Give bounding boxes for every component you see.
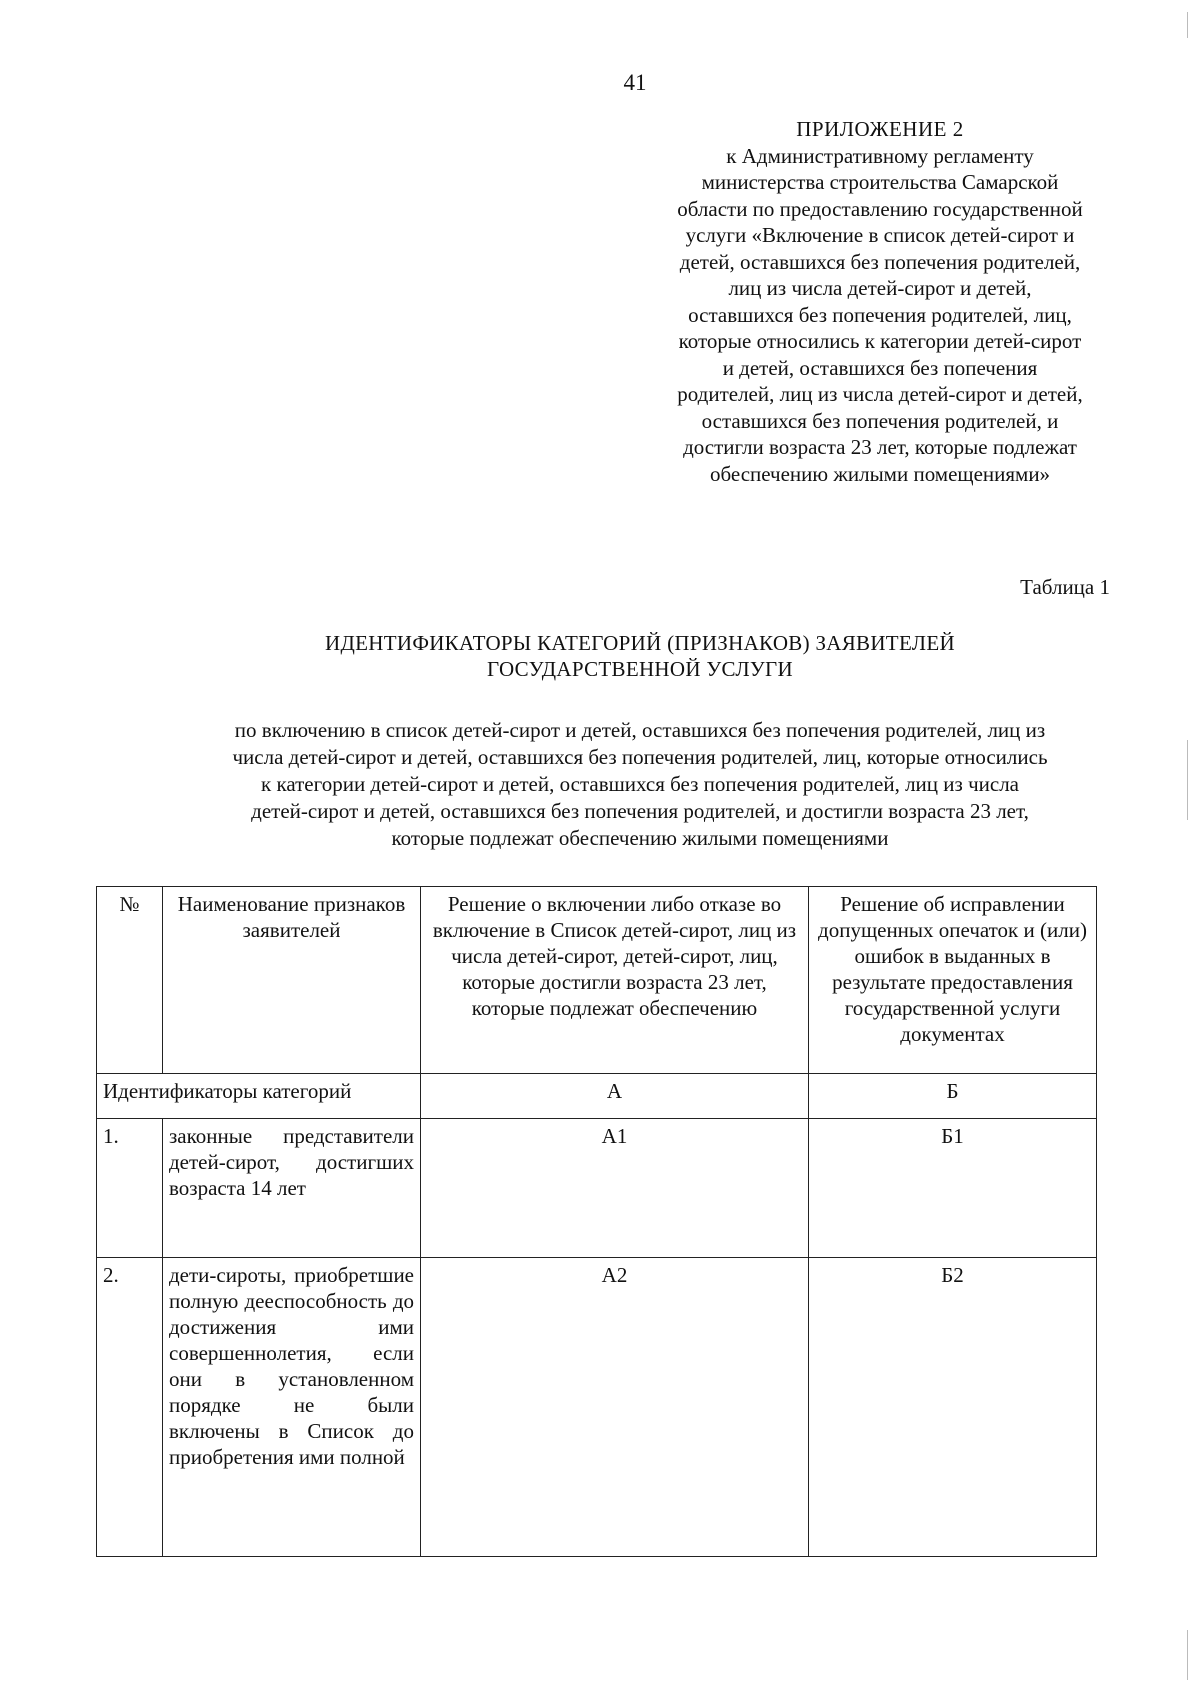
table-row [97, 1119, 1097, 1258]
table-header-row [97, 887, 1097, 1074]
row-b: Б1 [809, 1119, 1097, 1258]
appendix-line: министерства строительства Самарской [701, 170, 1059, 194]
header-num: № [97, 887, 163, 1074]
appendix-line: к Административному регламенту [726, 143, 1034, 168]
header-col-a: Решение о включении либо отказе во включение в Список детей-сирот, лиц из числа детей-сирот, детей-сирот, лиц, которые достигли возраста 23 лет, которые подлежат обеспечению [421, 887, 809, 1074]
title-line: ИДЕНТИФИКАТОРЫ КАТЕГОРИЙ (ПРИЗНАКОВ) ЗАЯВИТЕЛЕЙ [325, 631, 955, 655]
subtitle-line: числа детей-сирот и детей, оставшихся без попечения родителей, лиц, которые относились [232, 745, 1048, 769]
header-col-b: Решение об исправлении допущенных опечаток и (или) ошибок в выданных в результате предоставления государственной услуги документах [809, 887, 1097, 1074]
appendix-line: оставшихся без попечения родителей, и [701, 408, 1059, 433]
row-name: дети-сироты, приобретшие полную дееспособность до достижения ими совершеннолетия, если они в установленном порядке не были включены в Список до приобретения ими полной [163, 1258, 421, 1557]
table-label: Таблица 1 [1020, 575, 1110, 599]
row-name: законные представители детей-сирот, достигших возраста 14 лет [163, 1119, 421, 1258]
page-number: 41 [623, 70, 647, 95]
table-row [97, 1258, 1097, 1557]
subtitle-line: по включению в список детей-сирот и детей, оставшихся без попечения родителей, лиц из [234, 718, 1046, 742]
document-title [150, 630, 1130, 682]
subtitle-line: к категории детей-сирот и детей, оставшихся без попечения родителей, лиц из числа [261, 772, 1019, 796]
appendix-line: области по предоставлению государственной [677, 196, 1083, 221]
appendix-line: которые относились к категории детей-сирот [678, 329, 1082, 353]
categories-table [96, 886, 1097, 1557]
row-a: А1 [421, 1119, 809, 1258]
subtitle-line: детей-сирот и детей, оставшихся без попечения родителей, и достигли возраста 23 лет, [251, 799, 1029, 823]
row-num: 1. [97, 1119, 163, 1258]
row-b: Б2 [809, 1258, 1097, 1557]
appendix-line: достигли возраста 23 лет, которые подлежат [683, 435, 1077, 459]
scan-margin-mark [1187, 740, 1188, 820]
appendix-line: родителей, лиц из числа детей-сирот и детей, [677, 382, 1083, 406]
category-b: Б [809, 1074, 1097, 1119]
appendix-line: оставшихся без попечения родителей, лиц, [688, 302, 1072, 327]
subtitle-line: которые подлежат обеспечению жилыми помещениями [391, 826, 889, 850]
appendix-line: услуги «Включение в список детей-сирот и [685, 223, 1075, 247]
title-line: ГОСУДАРСТВЕННОЙ УСЛУГИ [487, 657, 793, 681]
row-num: 2. [97, 1258, 163, 1557]
appendix-line: лиц из числа детей-сирот и детей, [728, 276, 1032, 300]
category-row [97, 1074, 1097, 1119]
appendix-block [640, 116, 1120, 487]
scan-margin-mark [1187, 1630, 1188, 1680]
scan-margin-mark [1187, 12, 1188, 38]
category-a: А [421, 1074, 809, 1119]
appendix-line: обеспечению жилыми помещениями» [709, 461, 1051, 486]
appendix-title: ПРИЛОЖЕНИЕ 2 [796, 117, 964, 141]
document-subtitle [150, 717, 1130, 852]
appendix-line: и детей, оставшихся без попечения [722, 355, 1038, 380]
row-a: А2 [421, 1258, 809, 1557]
header-name: Наименование признаков заявителей [163, 887, 421, 1074]
appendix-line: детей, оставшихся без попечения родителей, [679, 249, 1081, 274]
category-label: Идентификаторы категорий [97, 1074, 421, 1119]
